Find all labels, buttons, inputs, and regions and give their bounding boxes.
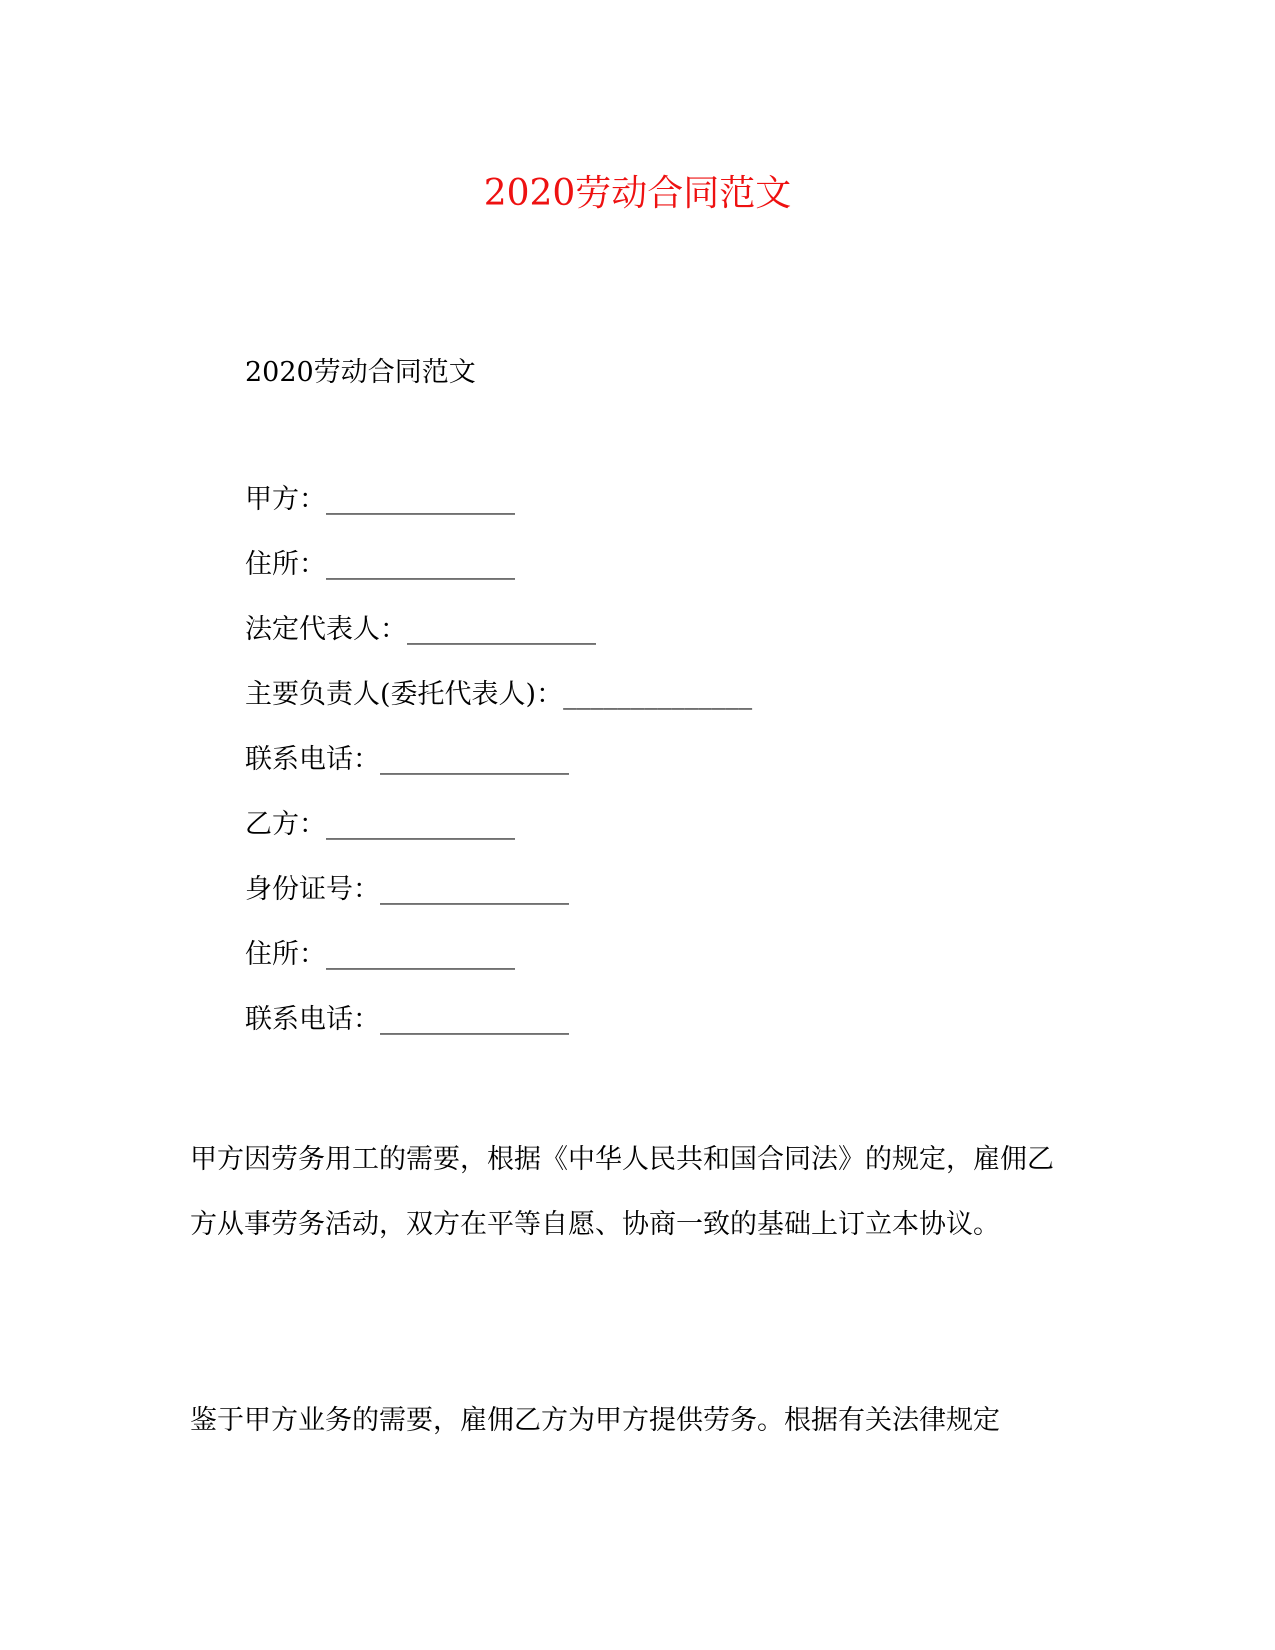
party-fields: [245, 482, 752, 1067]
field-phone-a: 联系电话：______________: [245, 744, 569, 775]
paragraph-recital: 鉴于甲方业务的需要，雇佣乙方为甲方提供劳务。根据有关法律规定: [190, 1405, 1000, 1436]
field-legal-representative: 法定代表人：______________: [245, 614, 596, 645]
field-address-b: 住所：______________: [245, 939, 515, 970]
document-subtitle: 2020劳动合同范文: [245, 357, 476, 388]
field-party-a: 甲方：______________: [245, 484, 515, 515]
field-phone-b: 联系电话：______________: [245, 1004, 569, 1035]
field-principal: 主要负责人(委托代表人)：______________: [245, 679, 753, 710]
paragraph-purpose: 甲方因劳务用工的需要，根据《中华人民共和国合同法》的规定，雇佣乙方从事劳务活动，双方在平等自愿、协商一致的基础上订立本协议。: [190, 1144, 1054, 1240]
field-id-number: 身份证号：______________: [245, 874, 569, 905]
document-title: 2020劳动合同范文: [483, 173, 792, 214]
field-address-a: 住所：______________: [245, 549, 515, 580]
field-party-b: 乙方：______________: [245, 809, 515, 840]
